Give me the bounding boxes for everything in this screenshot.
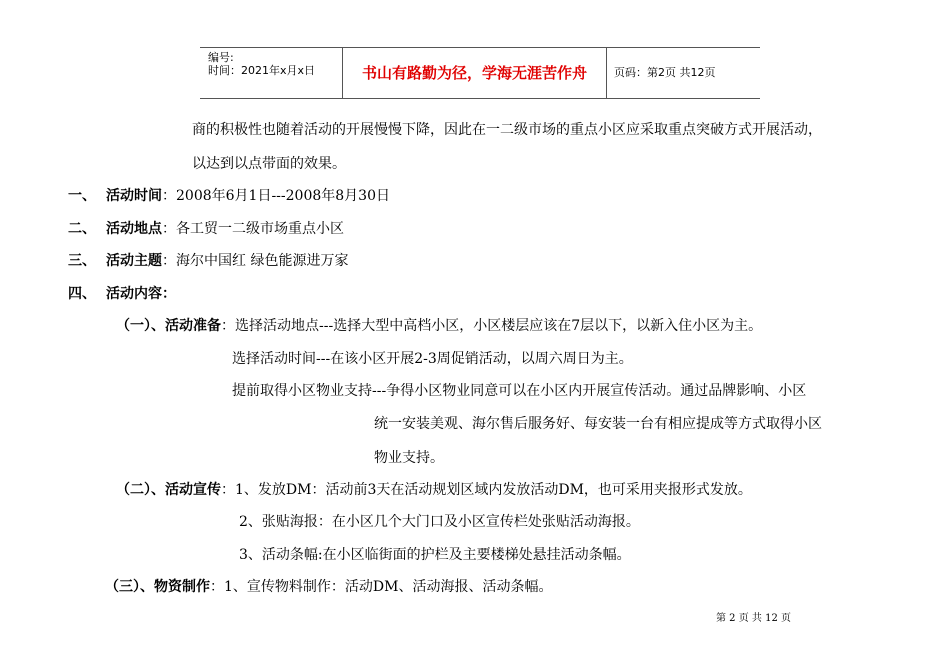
section-label: 活动内容 (106, 286, 162, 302)
sub-line: 物业支持。 (374, 450, 444, 466)
section-number: 四、 (68, 286, 96, 302)
sub-line: 选择活动时间---在该小区开展2-3周促销活动，以周六周日为主。 (232, 351, 633, 367)
sub-label: 活动准备 (165, 318, 221, 334)
section-label: 活动地点 (106, 221, 162, 237)
section-text: ： (162, 286, 176, 302)
header-info-cell (200, 48, 343, 98)
sub-prefix: （二）、 (116, 482, 165, 498)
sub-text: ：1、宣传物料制作：活动DM、活动海报、活动条幅。 (210, 579, 553, 595)
section-number: 二、 (68, 221, 96, 237)
section-text: ：各工贸一二级市场重点小区 (162, 221, 344, 237)
sub-label: 物资制作 (154, 579, 210, 595)
sub-label: 活动宣传 (165, 482, 221, 498)
section-label: 活动主题 (106, 253, 162, 269)
section-label: 活动时间 (106, 188, 162, 204)
sub-line: 3、活动条幅:在小区临街面的护栏及主要楼梯处悬挂活动条幅。 (239, 547, 631, 563)
sub-line: 2、张贴海报：在小区几个大门口及小区宣传栏处张贴活动海报。 (239, 514, 640, 530)
sub-prefix: （一）、 (116, 318, 165, 334)
sub-text: ：1、发放DM：活动前3天在活动规划区域内发放活动DM，也可采用夹报形式发放。 (221, 482, 752, 498)
header-motto: 书山有路勤为径，学海无涯苦作舟 (343, 48, 607, 98)
sub-line: 统一安装美观、海尔售后服务好、每安装一台有相应提成等方式取得小区 (374, 416, 822, 432)
code-label: 编号: (208, 51, 234, 64)
sub-line: 提前取得小区物业支持---争得小区物业同意可以在小区内开展宣传活动。通过品牌影响、小区 (232, 383, 807, 399)
section-text: ：海尔中国红 绿色能源进万家 (162, 253, 349, 269)
sub-prefix: （三）、 (105, 579, 154, 595)
page-footer: 第 2 页 共 12 页 (716, 613, 791, 624)
intro-line-1: 商的积极性也随着活动的开展慢慢下降，因此在一二级市场的重点小区应采取重点突破方式开展活动， (192, 122, 822, 138)
intro-line-2: 以达到以点带面的效果。 (192, 156, 346, 172)
sub-text: ：选择活动地点---选择大型中高档小区，小区楼层应该在7层以下，以新入住小区为主。 (221, 318, 763, 334)
time-label: 时间：2021年x月x日 (208, 64, 316, 77)
page-header (200, 47, 760, 99)
section-text: ：2008年6月1日---2008年8月30日 (162, 188, 390, 204)
section-number: 三、 (68, 253, 96, 269)
header-page-info: 页码：第2页 共12页 (614, 66, 716, 79)
section-number: 一、 (68, 188, 96, 204)
